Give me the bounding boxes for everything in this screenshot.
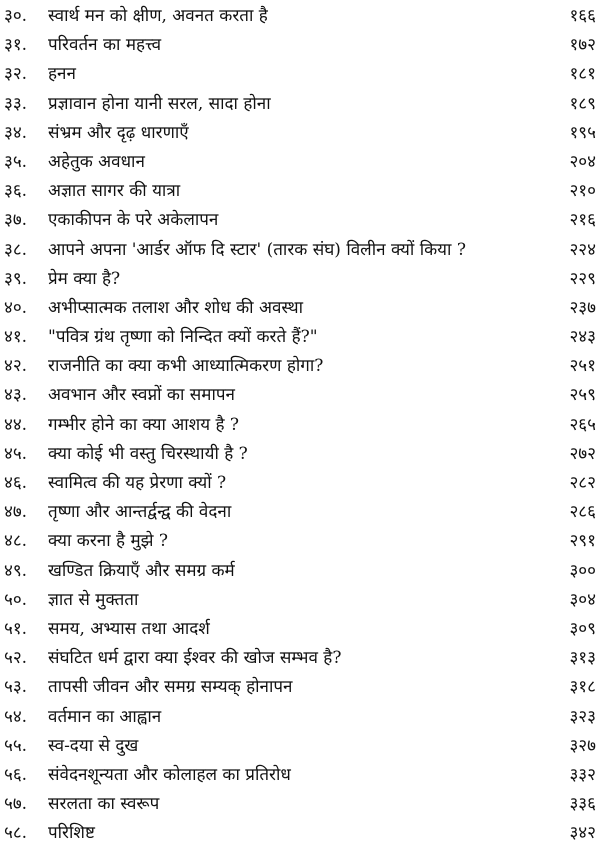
chapter-title: अभीप्सात्मक तलाश और शोध की अवस्था — [48, 297, 303, 318]
toc-entry — [0, 527, 600, 556]
page-number: ३१३ — [569, 648, 596, 669]
chapter-number: ३०. — [4, 6, 28, 26]
toc-entry — [0, 60, 600, 89]
chapter-number: ३१. — [4, 35, 28, 56]
chapter-number: ४३. — [4, 385, 28, 406]
toc-entry — [0, 469, 600, 498]
page-number: ३०० — [569, 560, 596, 581]
toc-entry — [0, 440, 600, 469]
chapter-number: ४९. — [4, 560, 28, 581]
chapter-number: ४१. — [4, 327, 28, 348]
page-number: ३३६ — [569, 794, 596, 815]
chapter-title: संघटित धर्म द्वारा क्या ईश्वर की खोज सम्भव है? — [48, 648, 342, 669]
chapter-number: ३४. — [4, 122, 28, 143]
chapter-number: ५७. — [4, 794, 28, 815]
chapter-number: ५६. — [4, 764, 28, 785]
toc-entry — [0, 703, 600, 732]
chapter-number: ५४. — [4, 706, 28, 727]
chapter-title: अवभान और स्वप्नों का समापन — [48, 385, 235, 406]
chapter-title: तापसी जीवन और समग्र सम्यक् होनापन — [48, 677, 293, 698]
toc-entry — [0, 557, 600, 586]
toc-entry — [0, 90, 600, 119]
chapter-title: स्वामित्व की यह प्रेरणा क्यों ? — [48, 473, 227, 493]
toc-entry — [0, 323, 600, 352]
page-number: २५१ — [569, 356, 596, 377]
page-number: २१० — [569, 181, 596, 202]
toc-entry — [0, 819, 600, 848]
chapter-title: खण्डित क्रियाएँ और समग्र कर्म — [48, 560, 235, 581]
chapter-title: क्या करना है मुझे ? — [48, 531, 168, 552]
page-number: २३७ — [569, 297, 596, 318]
chapter-number: ४२. — [4, 356, 28, 377]
chapter-number: ३३. — [4, 93, 28, 114]
page-number: १८१ — [569, 64, 596, 85]
chapter-title: वर्तमान का आह्वान — [48, 706, 162, 727]
chapter-number: ३९. — [4, 268, 28, 289]
toc-entry — [0, 236, 600, 265]
toc-entry — [0, 119, 600, 148]
chapter-number: ५२. — [4, 648, 28, 669]
chapter-title: तृष्णा और आन्तर्द्वन्द्व की वेदना — [48, 502, 232, 523]
chapter-number: ३७. — [4, 210, 28, 231]
page-number: १८९ — [569, 93, 596, 114]
chapter-title: प्रज्ञावान होना यानी सरल, सादा होना — [48, 93, 271, 114]
toc-entry — [0, 148, 600, 177]
chapter-number: ४५. — [4, 443, 28, 464]
toc-entry — [0, 294, 600, 323]
chapter-number: ४४. — [4, 414, 28, 435]
chapter-title: संवेदनशून्यता और कोलाहल का प्रतिरोध — [48, 764, 291, 785]
chapter-title: स्व-दया से दुख — [48, 735, 139, 756]
toc-entry — [0, 673, 600, 702]
chapter-number: ५०. — [4, 589, 28, 610]
page-number: २५९ — [569, 385, 596, 406]
page-number: २९१ — [569, 531, 596, 552]
chapter-title: स्वार्थ मन को क्षीण, अवनत करता है — [48, 6, 268, 26]
page-number: २७२ — [569, 443, 596, 464]
toc-entry — [0, 498, 600, 527]
chapter-title: प्रेम क्या है? — [48, 268, 121, 289]
chapter-title: क्या कोई भी वस्तु चिरस्थायी है ? — [48, 443, 248, 464]
chapter-number: ३८. — [4, 239, 28, 260]
chapter-title: एकाकीपन के परे अकेलापन — [48, 210, 219, 231]
page-number: २६५ — [569, 414, 596, 435]
page-number: १७२ — [569, 35, 596, 56]
page-number: २१६ — [569, 210, 596, 231]
page-number: ३२७ — [569, 735, 596, 756]
toc-entry — [0, 411, 600, 440]
page-number: ३०९ — [569, 618, 596, 639]
chapter-title: सरलता का स्वरूप — [48, 794, 160, 815]
page-number: २२४ — [569, 239, 596, 260]
chapter-title: आपने अपना 'आर्डर ऑफ दि स्टार' (तारक संघ) विलीन क्यों किया ? — [48, 239, 466, 260]
toc-entry — [0, 644, 600, 673]
page-number: ३०४ — [569, 589, 596, 610]
page-number: १६६ — [569, 6, 596, 26]
chapter-title: समय, अभ्यास तथा आदर्श — [48, 618, 210, 639]
chapter-title: राजनीति का क्या कभी आध्यात्मिकरण होगा? — [48, 356, 324, 377]
page-number: २८६ — [569, 502, 596, 523]
table-of-contents — [0, 2, 600, 848]
chapter-number: ३६. — [4, 181, 28, 202]
page-number: २०४ — [569, 151, 596, 172]
toc-entry — [0, 586, 600, 615]
toc-entry — [0, 732, 600, 761]
chapter-title: अहेतुक अवधान — [48, 151, 145, 172]
toc-entry — [0, 381, 600, 410]
page-number: २४३ — [569, 327, 596, 348]
chapter-title: अज्ञात सागर की यात्रा — [48, 181, 181, 202]
page-number: ३३२ — [569, 764, 596, 785]
page-number: ३४२ — [569, 823, 596, 844]
page-number: ३१८ — [569, 677, 596, 698]
toc-entry — [0, 177, 600, 206]
page-number: १९५ — [569, 122, 596, 143]
chapter-number: ४०. — [4, 297, 28, 318]
chapter-number: ५१. — [4, 618, 28, 639]
chapter-title: परिवर्तन का महत्त्व — [48, 35, 162, 56]
chapter-number: ४८. — [4, 531, 28, 552]
toc-entry — [0, 615, 600, 644]
chapter-number: ५५. — [4, 735, 28, 756]
chapter-number: ३५. — [4, 151, 28, 172]
toc-entry — [0, 31, 600, 60]
chapter-title: परिशिष्ट — [48, 823, 95, 844]
chapter-number: ४६. — [4, 473, 28, 493]
chapter-title: "पवित्र ग्रंथ तृष्णा को निन्दित क्यों करते हैं?" — [48, 327, 318, 348]
chapter-number: ५३. — [4, 677, 28, 698]
chapter-title: ज्ञात से मुक्तता — [48, 589, 139, 610]
toc-entry — [0, 352, 600, 381]
chapter-title: हनन — [48, 64, 76, 85]
page-number: ३२३ — [569, 706, 596, 727]
chapter-number: ३२. — [4, 64, 28, 85]
chapter-title: गम्भीर होने का क्या आशय है ? — [48, 414, 240, 435]
page-number: २८२ — [569, 473, 596, 493]
chapter-number: ४७. — [4, 502, 28, 523]
chapter-number: ५८. — [4, 823, 28, 844]
toc-entry — [0, 790, 600, 819]
chapter-title: संभ्रम और दृढ़ धारणाएँ — [48, 122, 189, 143]
toc-entry — [0, 761, 600, 790]
page-number: २२९ — [569, 268, 596, 289]
toc-entry — [0, 265, 600, 294]
toc-entry — [0, 2, 600, 31]
toc-entry — [0, 206, 600, 235]
